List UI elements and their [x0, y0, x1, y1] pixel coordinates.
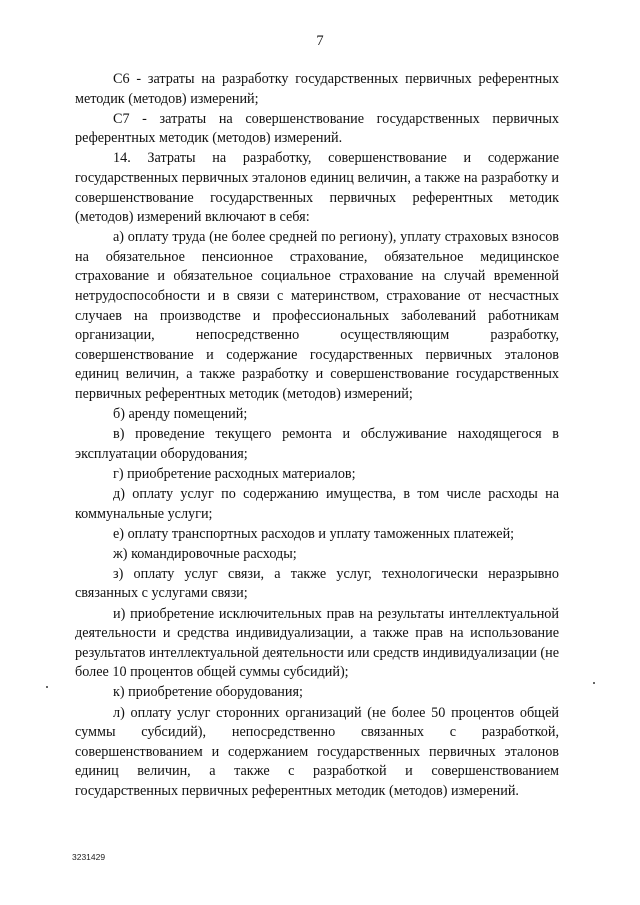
scan-dot-right: [593, 682, 595, 684]
list-item-b: б) аренду помещений;: [113, 406, 248, 423]
scan-dot-left: [46, 686, 48, 688]
list-item-zh: ж) командировочные расходы;: [113, 545, 297, 562]
list-item-a: а) оплату труда (не более средней по региону), уплату страховых взносов на обязательное пенсионное страхование, обязательное медицинское страхование и обязательное социальное страхование на случай временной нетрудоспособности и в связи с материнством, страхование от несчастных случаев на производстве и профессиональных заболеваний работникам организации, непосредственно осуществляющим разработку, совершенствование и содержание государственных первичных эталонов единиц величин, а также разработку и совершенствование государственных первичных референтных методик (методов) измерений;: [75, 229, 559, 402]
paragraph-c6: С6 - затраты на разработку государственных первичных референтных методик (методов) измерений;: [75, 71, 559, 107]
document-body: [75, 70, 559, 802]
list-item-i: и) приобретение исключительных прав на результаты интеллектуальной деятельности и средства индивидуализации, а также прав на использование результатов интеллектуальной деятельности или средств индивидуализации (не более 10 процентов общей суммы субсидий);: [75, 605, 559, 681]
list-item-g: г) приобретение расходных материалов;: [113, 465, 356, 482]
page-number: 7: [316, 33, 324, 49]
paragraph-14: 14. Затраты на разработку, совершенствование и содержание государственных первичных эталонов единиц величин, а также на разработку и совершенствование государственных первичных референтных методик (методов) измерений включают в себя:: [75, 150, 559, 226]
list-item-d: д) оплату услуг по содержанию имущества, в том числе расходы на коммунальные услуги;: [75, 485, 559, 522]
list-item-e: е) оплату транспортных расходов и уплату таможенных платежей;: [113, 525, 515, 542]
list-item-v: в) проведение текущего ремонта и обслуживание находящегося в эксплуатации оборудования;: [75, 426, 559, 462]
paragraph-c7: С7 - затраты на совершенствование государственных первичных референтных методик (методов) измерений.: [75, 110, 559, 147]
list-item-z: з) оплату услуг связи, а также услуг, технологически неразрывно связанных с услугами связи;: [75, 565, 559, 602]
list-item-l: л) оплату услуг сторонних организаций (не более 50 процентов общей суммы субсидий), непосредственно связанных с разработкой, совершенствованием и содержанием государственных первичных эталонов единиц величин, а также с разработкой и совершенствованием государственных первичных референтных методик (методов) измерений.: [75, 704, 559, 799]
list-item-k: к) приобретение оборудования;: [113, 684, 303, 701]
document-code: 3231429: [72, 852, 106, 862]
